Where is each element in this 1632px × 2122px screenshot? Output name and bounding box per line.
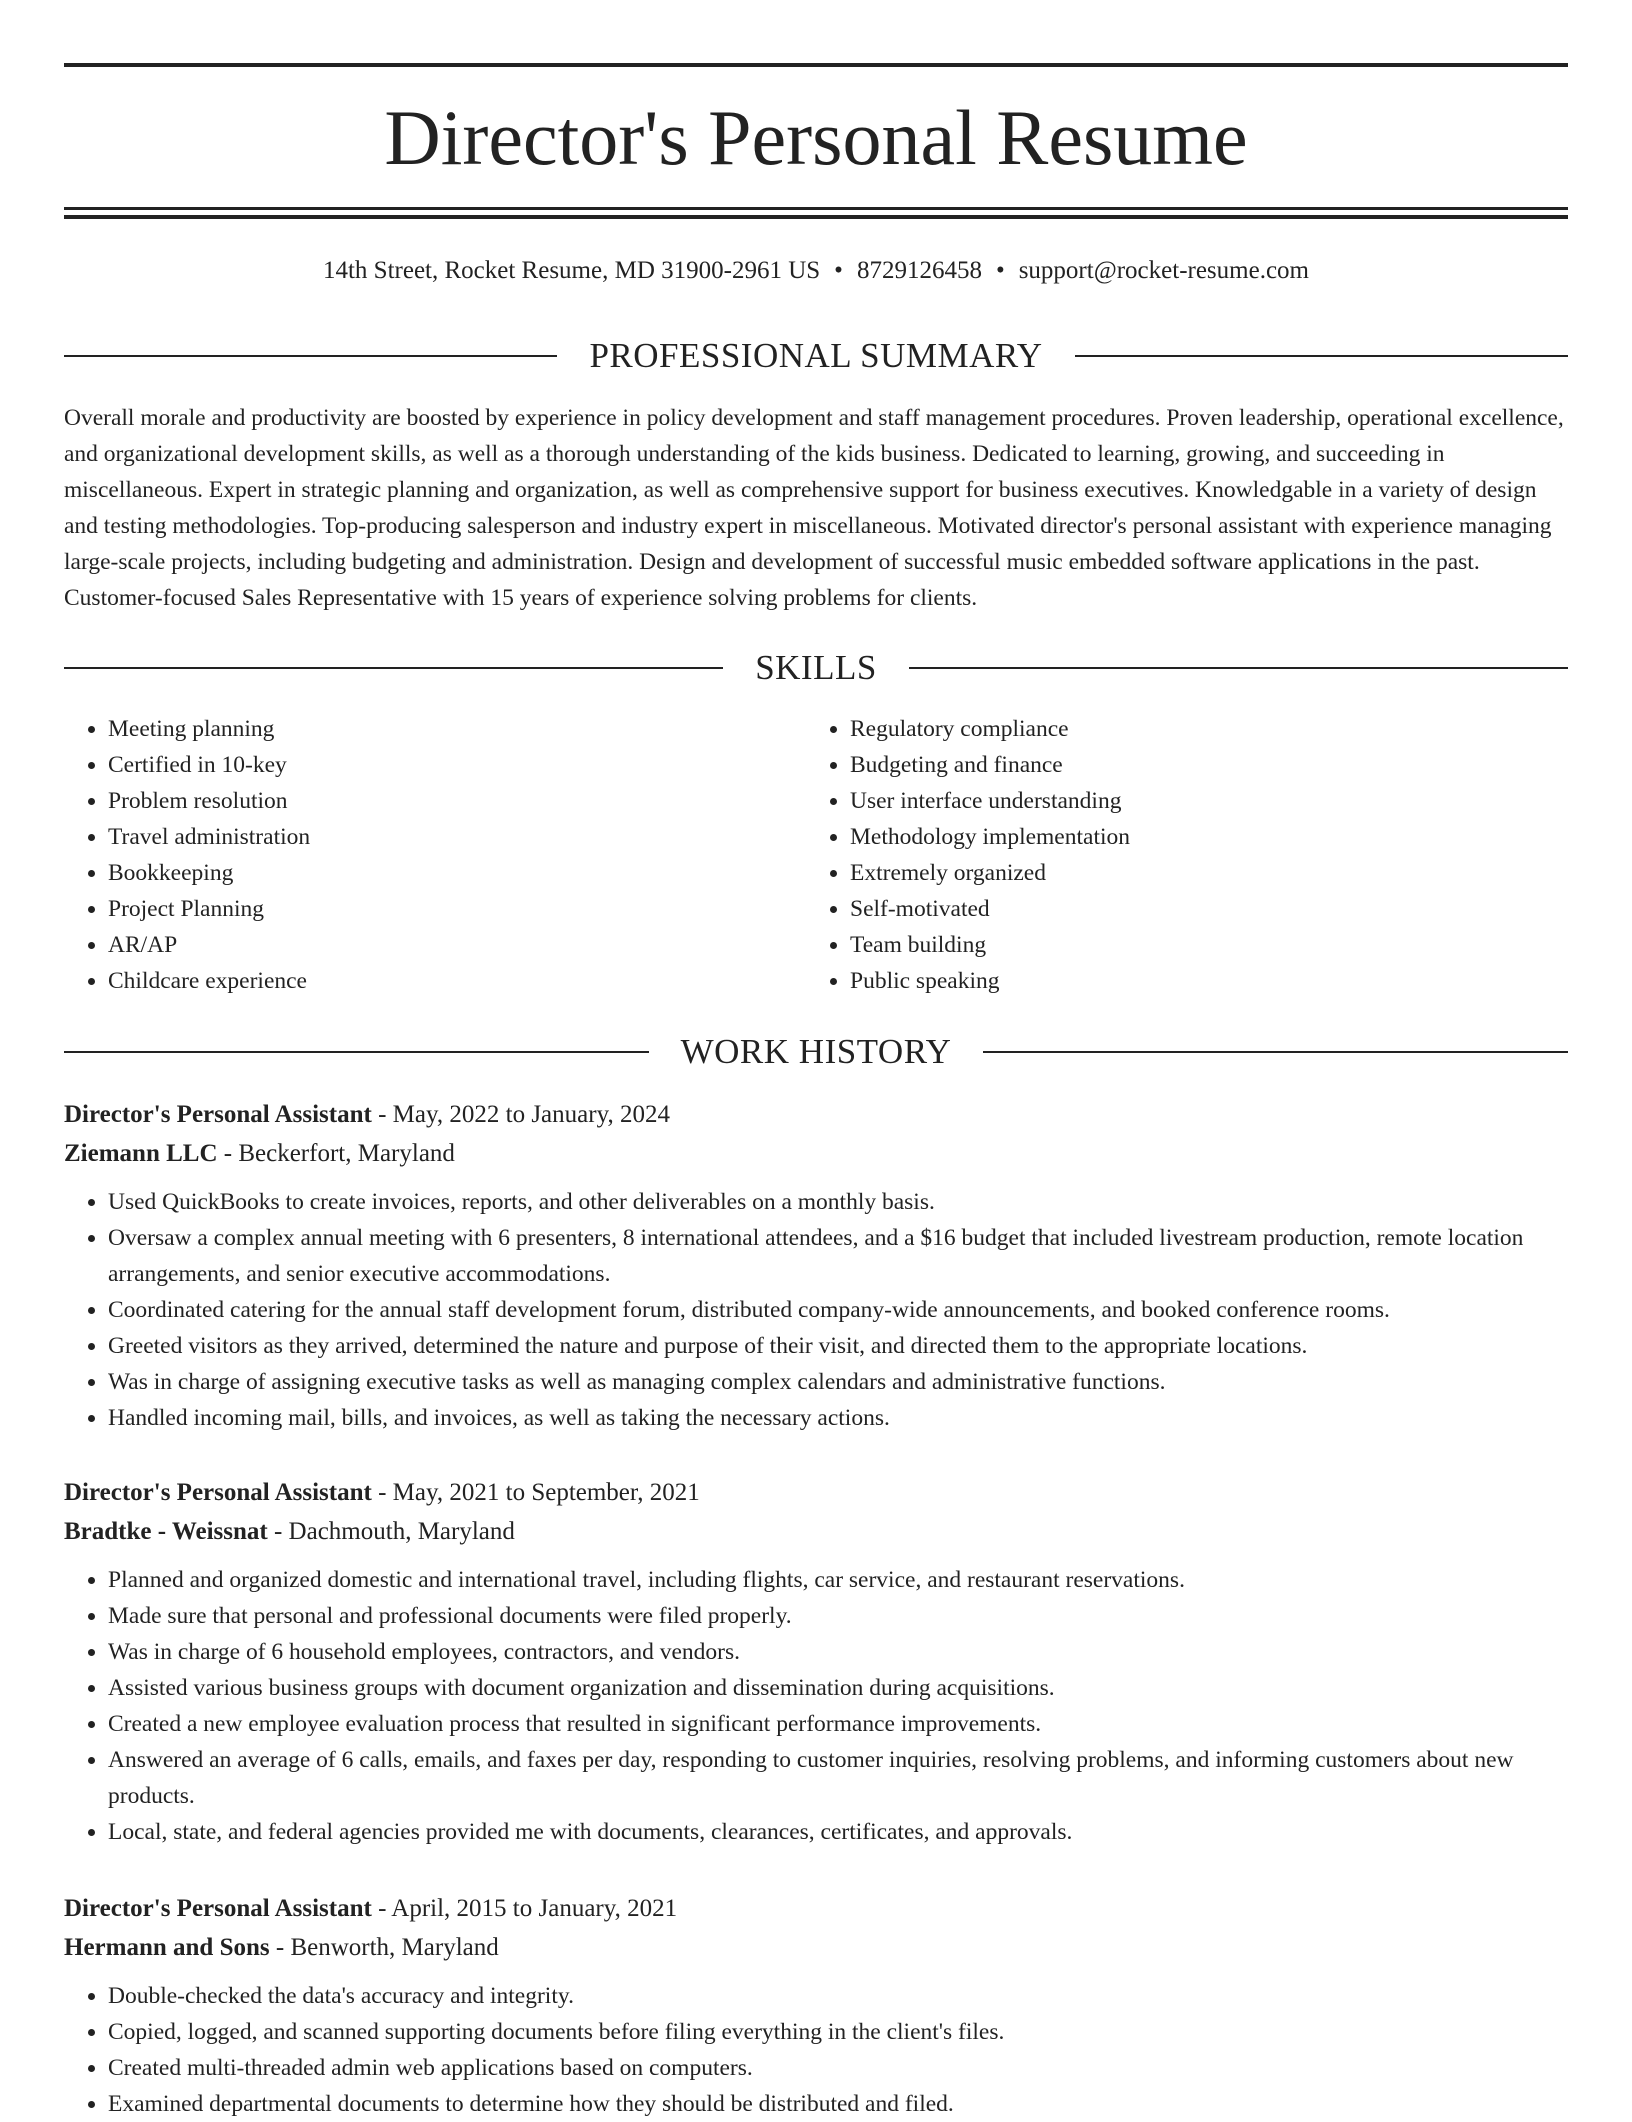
section-rule-right: [1075, 355, 1568, 357]
section-rule-right: [909, 667, 1568, 669]
contact-line: [64, 254, 1568, 288]
job-bullet: • Examined departmental documents to determine how they should be distributed and filed.: [108, 2086, 1568, 2122]
job-title-line: [64, 1890, 1568, 1928]
job-company-line: [64, 1513, 1568, 1551]
job-bullet: • Planned and organized domestic and international travel, including flights, car service, and restaurant reservations.: [108, 1562, 1568, 1598]
job-bullet: • Created multi-threaded admin web applications based on computers.: [108, 2050, 1568, 2086]
skills-list: [64, 711, 1568, 999]
job-bullet: • Used QuickBooks to create invoices, reports, and other deliverables on a monthly basis.: [108, 1184, 1568, 1220]
job-company-line: [64, 1135, 1568, 1173]
section-heading-label: PROFESSIONAL SUMMARY: [589, 336, 1043, 375]
section-heading-label: WORK HISTORY: [680, 1032, 952, 1071]
job-location: - Benworth, Maryland: [269, 1934, 499, 1961]
job-company-line: [64, 1929, 1568, 1967]
section-rule-left: [64, 667, 723, 669]
skill-item: • Childcare experience: [108, 963, 806, 999]
top-rule: [64, 63, 1568, 67]
skill-item: • Meeting planning: [108, 711, 806, 747]
section-heading-label: SKILLS: [755, 648, 877, 687]
job-bullet: • Greeted visitors as they arrived, determined the nature and purpose of their visit, and directed them to the appropriate locations.: [108, 1328, 1568, 1364]
title-rule-lower: [64, 215, 1568, 219]
job-entry: [64, 1474, 1568, 1850]
job-bullet: • Answered an average of 6 calls, emails, and faxes per day, responding to customer inquiries, resolving problems, and informing customers about new products.: [108, 1742, 1568, 1814]
skill-item: • Bookkeeping: [108, 855, 806, 891]
job-entry: [64, 1890, 1568, 2122]
section-heading-work-history: [64, 1032, 1568, 1072]
skill-item: • Travel administration: [108, 819, 806, 855]
skill-item: • Methodology implementation: [850, 819, 1548, 855]
job-title-line: [64, 1474, 1568, 1512]
contact-email: support@rocket-resume.com: [1018, 257, 1309, 284]
job-dates: - April, 2015 to January, 2021: [371, 1895, 678, 1922]
page-title: Director's Personal Resume: [384, 94, 1248, 181]
section-heading-skills: [64, 648, 1568, 688]
section-heading-summary: [64, 336, 1568, 376]
job-bullet: • Created a new employee evaluation process that resulted in significant performance improvements.: [108, 1706, 1568, 1742]
job-dates: - May, 2022 to January, 2024: [371, 1101, 670, 1128]
contact-separator: •: [995, 257, 1005, 284]
title-rule-upper: [64, 207, 1568, 210]
contact-phone: 8729126458: [856, 257, 982, 284]
job-title: Director's Personal Assistant: [64, 1101, 372, 1128]
skill-item: • Project Planning: [108, 891, 806, 927]
job-title: Director's Personal Assistant: [64, 1479, 372, 1506]
skill-item: • User interface understanding: [850, 783, 1548, 819]
job-bullet: • Double-checked the data's accuracy and integrity.: [108, 1978, 1568, 2014]
job-bullet: • Was in charge of assigning executive tasks as well as managing complex calendars and administrative functions.: [108, 1364, 1568, 1400]
job-bullet: • Coordinated catering for the annual staff development forum, distributed company-wide announcements, and booked conference rooms.: [108, 1292, 1568, 1328]
summary-paragraph: Overall morale and productivity are boosted by experience in policy development and staff management procedures. Proven leadership, operational excellence, and organizational development skills, as well as a thorough understanding of the kids business. Dedicated to learning, growing, and succeeding in miscellaneous. Expert in strategic planning and organization, as well as comprehensive support for business executives. Knowledgable in a variety of design and testing methodologies. Top-producing salesperson and industry expert in miscellaneous. Motivated director's personal assistant with experience managing large-scale projects, including budgeting and administration. Design and development of successful music embedded software applications in the past. Customer-focused Sales Representative with 15 years of experience solving problems for clients.: [64, 405, 1564, 611]
job-entry: [64, 1096, 1568, 1436]
contact-separator: •: [834, 257, 843, 284]
job-bullet: • Made sure that personal and professional documents were filed properly.: [108, 1598, 1568, 1634]
job-bullets: [64, 1978, 1568, 2122]
skill-item: • Extremely organized: [850, 855, 1548, 891]
job-bullet: • Assisted various business groups with document organization and dissemination during acquisitions.: [108, 1670, 1568, 1706]
job-bullets: [64, 1184, 1568, 1436]
job-company: Ziemann LLC: [64, 1140, 218, 1167]
contact-address: 14th Street, Rocket Resume, MD 31900-2961 US: [322, 257, 821, 284]
job-bullets: [64, 1562, 1568, 1850]
section-rule-right: [983, 1051, 1568, 1053]
job-location: - Dachmouth, Maryland: [267, 1518, 515, 1545]
job-title-line: [64, 1096, 1568, 1134]
job-bullet: • Handled incoming mail, bills, and invoices, as well as taking the necessary actions.: [108, 1400, 1568, 1436]
section-rule-left: [64, 355, 557, 357]
skill-item: • Public speaking: [850, 963, 1548, 999]
section-rule-left: [64, 1051, 649, 1053]
skill-item: • Team building: [850, 927, 1548, 963]
job-dates: - May, 2021 to September, 2021: [371, 1479, 700, 1506]
job-bullet: • Local, state, and federal agencies provided me with documents, clearances, certificates, and approvals.: [108, 1814, 1568, 1850]
skills-column-left: [64, 711, 806, 999]
skill-item: • Budgeting and finance: [850, 747, 1548, 783]
skill-item: • Problem resolution: [108, 783, 806, 819]
job-bullet: • Copied, logged, and scanned supporting documents before filing everything in the client's files.: [108, 2014, 1568, 2050]
job-bullet: • Was in charge of 6 household employees, contractors, and vendors.: [108, 1634, 1568, 1670]
job-location: - Beckerfort, Maryland: [217, 1140, 455, 1167]
job-bullet: • Oversaw a complex annual meeting with 6 presenters, 8 international attendees, and a $16 budget that included livestream production, remote location arrangements, and senior executive accommodations.: [108, 1220, 1568, 1292]
skill-item: • Certified in 10-key: [108, 747, 806, 783]
job-title: Director's Personal Assistant: [64, 1895, 372, 1922]
skill-item: • Self-motivated: [850, 891, 1548, 927]
skill-item: • Regulatory compliance: [850, 711, 1548, 747]
skill-item: • AR/AP: [108, 927, 806, 963]
job-company: Bradtke - Weissnat: [64, 1518, 268, 1545]
job-company: Hermann and Sons: [64, 1934, 270, 1961]
skills-column-right: [806, 711, 1548, 999]
